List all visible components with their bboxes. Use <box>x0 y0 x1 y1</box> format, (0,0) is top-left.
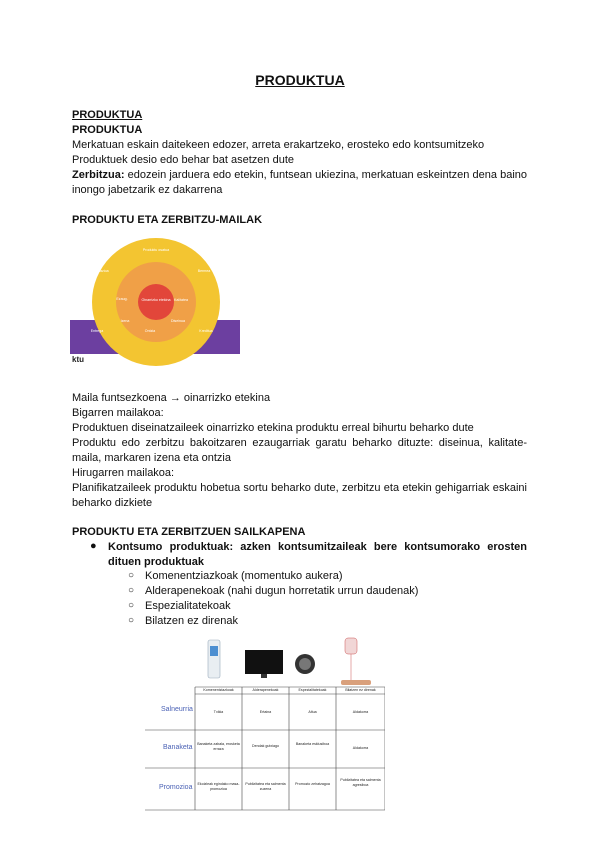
table-cell: Publizitatea eta salmenta agresiboa <box>340 778 381 787</box>
row-label: Banaketa <box>163 744 193 751</box>
levels-line: Produktu edo zerbitzu bakoitzaren ezaugarriak garatu beharko dituzte: diseinua, kalitate-maila, markaren izena eta ontzia <box>72 437 527 464</box>
levels-line: Bigarren mailakoa: <box>72 407 164 419</box>
section-heading-underlined: PRODUKTUA <box>72 109 143 121</box>
table-cell: Aldakorra <box>352 746 369 750</box>
tv-screen-icon <box>245 650 283 678</box>
column-header: Bilatzen ez direnak <box>345 688 376 692</box>
middle-label: Kalitatea <box>174 298 188 302</box>
outer-label: Kreditua <box>199 329 213 333</box>
circle-bullet-icon: ○ <box>128 585 135 596</box>
table-cell: Ekoizleak egindako masa-promozioa <box>197 782 240 791</box>
core-label: Oinarrizko etekina <box>141 298 171 302</box>
bullet-dot-icon: ● <box>90 540 97 552</box>
outer-label: Produktu osatua <box>142 248 170 252</box>
section-heading-classification: PRODUKTU ETA ZERBITZUEN SAILKAPENA <box>72 526 306 538</box>
sub-item: Espezialitatekoak <box>145 600 231 612</box>
outer-label: Entrega <box>90 329 104 333</box>
zerbitzua-label: Zerbitzua: <box>72 169 125 181</box>
outer-label: Bermea <box>197 269 211 273</box>
column-header: Komenentziazkoak <box>203 688 234 692</box>
classification-table <box>145 632 385 814</box>
cream-tube-icon <box>208 640 220 678</box>
middle-label: Diseinua <box>171 319 185 323</box>
circle-bullet-icon: ○ <box>128 570 135 581</box>
section-heading-levels: PRODUKTU ETA ZERBITZU-MAILAK <box>72 214 263 226</box>
circle-bullet-icon: ○ <box>128 615 135 626</box>
bullet-text: Kontsumo produktuak: azken kontsumitzaileak bere kontsumorako erosten dituen produktuak <box>108 541 527 568</box>
table-cell: Publizitatea eta salmenta zuzena <box>245 782 286 791</box>
row-label: Promozioa <box>159 784 193 791</box>
iv-bag-icon <box>341 638 371 685</box>
outer-label: Instalazioa <box>91 269 109 273</box>
diagram-caption: ktu <box>72 355 84 364</box>
sub-item: Bilatzen ez direnak <box>145 615 238 627</box>
table-cell: Txikia <box>213 710 224 714</box>
levels-line: Produktuen diseinatzaileek oinarrizko etekina produktu erreal bihurtu beharko dute <box>72 422 474 434</box>
table-cell: Altua <box>308 710 317 714</box>
table-cell: Dendak gutxiago <box>252 744 279 748</box>
middle-label: Ezaug. <box>116 297 128 301</box>
column-header: Alderapenekoak <box>252 688 279 692</box>
definition-line: Produktuek desio edo behar bat asetzen dute <box>72 154 294 166</box>
table-cell: Banaketa zabala, erosketa erraza <box>197 742 240 751</box>
page-title: PRODUKTUA <box>255 72 345 88</box>
levels-line: Maila funtsezkoena → oinarrizko etekina <box>72 392 271 404</box>
circle-bullet-icon: ○ <box>128 600 135 611</box>
table-cell: Aldakorra <box>352 710 369 714</box>
sub-item: Komenentziazkoak (momentuko aukera) <box>145 570 343 582</box>
core-circle <box>138 284 174 320</box>
section-heading: PRODUKTUA <box>72 124 143 136</box>
column-header: Espezialitatekoak <box>298 688 327 692</box>
middle-label: Izena <box>120 319 130 323</box>
watch-icon <box>295 654 315 674</box>
middle-label: Ontzia <box>144 329 156 333</box>
zerbitzua-paragraph <box>72 168 527 198</box>
row-label: Salneurria <box>161 706 193 713</box>
zerbitzua-text: edozein jarduera edo etekin, funtsean ukiezina, merkatuan eskeintzen dena baino inongo jabetzarik ez dakarrena <box>72 169 527 196</box>
definition-line: Merkatuan eskain daitekeen edozer, arreta erakartzeko, erosteko edo kontsumitzeko <box>72 139 485 151</box>
product-levels-diagram <box>70 232 240 372</box>
levels-line: Planifikatzaileek produktu hobetua sortu beharko dute, zerbitzu eta etekin gehigarriak eskaini beharko dizkiete <box>72 482 527 509</box>
table-cell: Promozio zehatzagoa <box>295 782 330 786</box>
sub-item: Alderapenekoak (nahi dugun horretatik urrun daudenak) <box>145 585 419 597</box>
table-cell: Banaketa esklusiboa <box>295 742 330 746</box>
table-cell: Ertaina <box>259 710 272 714</box>
levels-line: Hirugarren mailakoa: <box>72 467 175 479</box>
